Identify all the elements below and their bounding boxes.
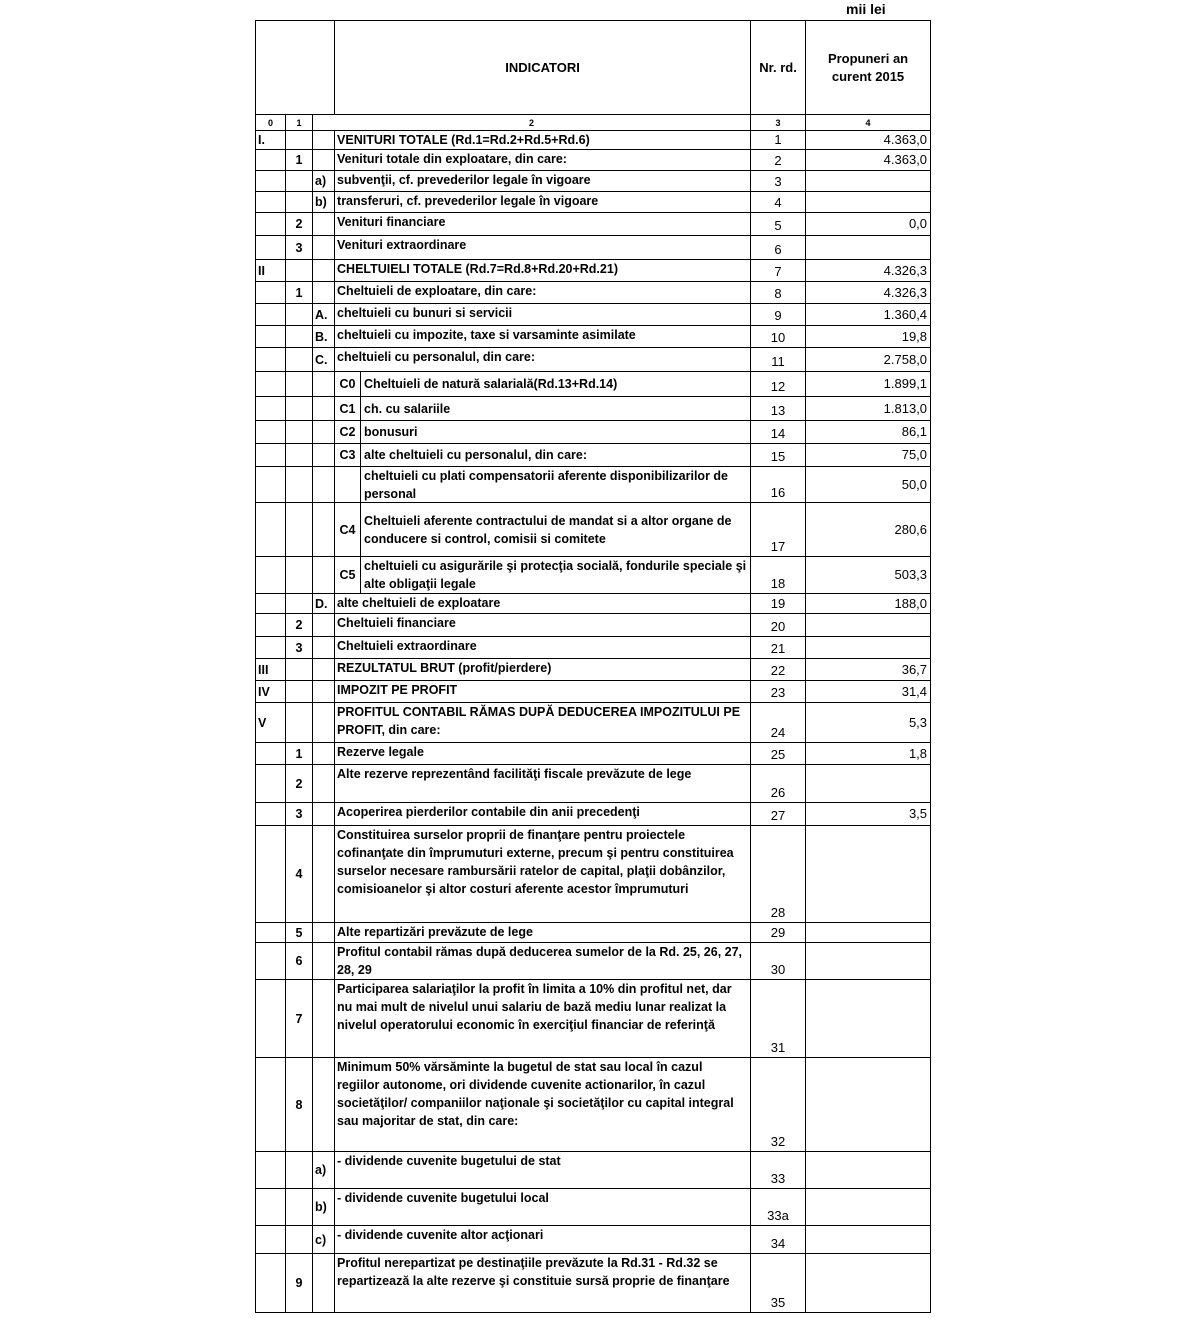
indicator-text: Rezerve legale <box>335 743 751 765</box>
row-number-cell: 17 <box>751 503 806 557</box>
value-cell: 86,1 <box>806 421 931 444</box>
value-cell: 188,0 <box>806 594 931 614</box>
sublevel-code: C5 <box>335 557 361 593</box>
letter-cell <box>313 614 335 637</box>
header-propuneri: Propuneri an curent 2015 <box>806 21 931 115</box>
indicator-text: Participarea salariaţilor la profit în limita a 10% din profitul net, dar nu mai mult de nivelul unui salariu de bază mediu lunar realizat la nivelul operatorului economic în exerciţiul financiar de referinţă <box>335 980 751 1058</box>
roman-numeral-cell <box>256 826 286 923</box>
indicator-cell <box>335 372 751 397</box>
row-number-cell: 13 <box>751 397 806 421</box>
letter-cell <box>313 444 335 467</box>
roman-numeral-cell <box>256 980 286 1058</box>
indicator-text: IMPOZIT PE PROFIT <box>335 681 751 703</box>
roman-numeral-cell <box>256 397 286 421</box>
indicator-text: - dividende cuvenite altor acţionari <box>335 1226 751 1254</box>
table-row <box>256 213 931 236</box>
row-number-cell: 32 <box>751 1058 806 1152</box>
value-cell: 4.326,3 <box>806 260 931 282</box>
item-number-cell: 3 <box>286 637 313 659</box>
roman-numeral-cell: IV <box>256 681 286 703</box>
row-number-cell: 27 <box>751 803 806 826</box>
indicator-text: Cheltuieli de natură salarială(Rd.13+Rd.14) <box>364 377 618 391</box>
item-number-cell: 7 <box>286 980 313 1058</box>
item-number-cell <box>286 260 313 282</box>
row-number-cell: 35 <box>751 1254 806 1313</box>
letter-cell <box>313 260 335 282</box>
roman-numeral-cell <box>256 282 286 304</box>
indicator-cell <box>335 467 751 503</box>
item-number-cell <box>286 681 313 703</box>
letter-cell <box>313 765 335 803</box>
item-number-cell: 6 <box>286 943 313 980</box>
item-number-cell: 3 <box>286 236 313 260</box>
row-number-cell: 7 <box>751 260 806 282</box>
item-number-cell: 4 <box>286 826 313 923</box>
row-number-cell: 21 <box>751 637 806 659</box>
table-row <box>256 765 931 803</box>
item-number-cell <box>286 444 313 467</box>
indicator-text: Alte repartizări prevăzute de lege <box>335 923 751 943</box>
table-row <box>256 637 931 659</box>
row-number-cell: 22 <box>751 659 806 681</box>
item-number-cell: 5 <box>286 923 313 943</box>
row-number-cell: 31 <box>751 980 806 1058</box>
indicator-text: alte cheltuieli cu personalul, din care: <box>364 448 588 462</box>
sublevel-code: C0 <box>335 372 361 396</box>
table-row <box>256 503 931 557</box>
value-cell <box>806 826 931 923</box>
row-number-cell: 26 <box>751 765 806 803</box>
row-number-cell: 4 <box>751 192 806 213</box>
table-row <box>256 467 931 503</box>
item-number-cell: 1 <box>286 743 313 765</box>
letter-cell <box>313 943 335 980</box>
item-number-cell <box>286 659 313 681</box>
roman-numeral-cell <box>256 1189 286 1226</box>
header-nr-rd: Nr. rd. <box>751 21 806 115</box>
roman-numeral-cell <box>256 171 286 192</box>
letter-cell <box>313 980 335 1058</box>
value-cell: 36,7 <box>806 659 931 681</box>
row-number-cell: 9 <box>751 304 806 326</box>
table-row <box>256 557 931 594</box>
roman-numeral-cell: II <box>256 260 286 282</box>
sublevel-code: C4 <box>335 503 361 556</box>
letter-cell: A. <box>313 304 335 326</box>
row-number-cell: 33 <box>751 1152 806 1189</box>
value-cell: 4.363,0 <box>806 131 931 150</box>
roman-numeral-cell <box>256 637 286 659</box>
value-cell <box>806 192 931 213</box>
letter-cell <box>313 659 335 681</box>
table-row <box>256 421 931 444</box>
indicator-text: Profitul contabil rămas după deducerea sumelor de la Rd. 25, 26, 27, 28, 29 <box>335 943 751 980</box>
indicator-text: Minimum 50% vărsăminte la bugetul de stat sau local în cazul regiilor autonome, ori dividende cuvenite actionarilor, în cazul societăţilor/ companiilor naţionale şi societăţilor cu capital integral sau majoritar de stat, din care: <box>335 1058 751 1152</box>
row-number-cell: 10 <box>751 326 806 348</box>
indicator-text: PROFITUL CONTABIL RĂMAS DUPĂ DEDUCEREA IMPOZITULUI PE PROFIT, din care: <box>335 703 751 743</box>
roman-numeral-cell <box>256 304 286 326</box>
table-row <box>256 326 931 348</box>
col-index-2: 2 <box>313 115 751 131</box>
indicator-text: - dividende cuvenite bugetului local <box>335 1189 751 1226</box>
letter-cell <box>313 503 335 557</box>
row-number-cell: 3 <box>751 171 806 192</box>
row-number-cell: 11 <box>751 348 806 372</box>
table-row <box>256 260 931 282</box>
item-number-cell <box>286 131 313 150</box>
letter-cell <box>313 397 335 421</box>
row-number-cell: 19 <box>751 594 806 614</box>
letter-cell: a) <box>313 1152 335 1189</box>
indicator-text: Cheltuieli extraordinare <box>335 637 751 659</box>
indicator-cell <box>335 444 751 467</box>
table-row <box>256 681 931 703</box>
sublevel-code: C3 <box>335 444 361 466</box>
letter-cell <box>313 803 335 826</box>
item-number-cell <box>286 467 313 503</box>
roman-numeral-cell <box>256 1254 286 1313</box>
letter-cell <box>313 557 335 594</box>
indicator-text: ch. cu salariile <box>364 401 451 416</box>
roman-numeral-cell <box>256 943 286 980</box>
value-cell: 1.360,4 <box>806 304 931 326</box>
roman-numeral-cell <box>256 743 286 765</box>
table-row <box>256 743 931 765</box>
header-indicatori: INDICATORI <box>335 21 751 115</box>
letter-cell: D. <box>313 594 335 614</box>
value-cell: 1,8 <box>806 743 931 765</box>
item-number-cell <box>286 1226 313 1254</box>
table-row <box>256 236 931 260</box>
roman-numeral-cell <box>256 803 286 826</box>
row-number-cell: 8 <box>751 282 806 304</box>
indicator-text: bonusuri <box>364 425 418 439</box>
roman-numeral-cell <box>256 1152 286 1189</box>
table-row <box>256 372 931 397</box>
row-number-cell: 29 <box>751 923 806 943</box>
value-cell: 2.758,0 <box>806 348 931 372</box>
item-number-cell <box>286 397 313 421</box>
table-row <box>256 1254 931 1313</box>
roman-numeral-cell <box>256 444 286 467</box>
col-index-0: 0 <box>256 115 286 131</box>
row-number-cell: 20 <box>751 614 806 637</box>
indicator-text: VENITURI TOTALE (Rd.1=Rd.2+Rd.5+Rd.6) <box>335 131 751 150</box>
table-row <box>256 923 931 943</box>
item-number-cell: 2 <box>286 765 313 803</box>
unit-label: mii lei <box>846 1 886 17</box>
header-blank-cell <box>256 21 335 115</box>
indicator-text: Alte rezerve reprezentând facilităţi fiscale prevăzute de lege <box>335 765 751 803</box>
roman-numeral-cell <box>256 614 286 637</box>
col-index-1: 1 <box>286 115 313 131</box>
item-number-cell <box>286 1152 313 1189</box>
value-cell <box>806 637 931 659</box>
letter-cell <box>313 1254 335 1313</box>
table-row <box>256 150 931 171</box>
table-row <box>256 980 931 1058</box>
row-number-cell: 5 <box>751 213 806 236</box>
table-row <box>256 171 931 192</box>
value-cell: 4.363,0 <box>806 150 931 171</box>
roman-numeral-cell <box>256 594 286 614</box>
indicator-text: cheltuieli cu personalul, din care: <box>335 348 751 372</box>
value-cell <box>806 171 931 192</box>
indicator-text: - dividende cuvenite bugetului de stat <box>335 1152 751 1189</box>
item-number-cell <box>286 594 313 614</box>
item-number-cell: 3 <box>286 803 313 826</box>
value-cell <box>806 236 931 260</box>
value-cell <box>806 980 931 1058</box>
table-row <box>256 803 931 826</box>
indicator-text: alte cheltuieli de exploatare <box>335 594 751 614</box>
budget-table <box>255 20 931 1313</box>
indicator-text: Venituri extraordinare <box>335 236 751 260</box>
table-row <box>256 304 931 326</box>
row-number-cell: 30 <box>751 943 806 980</box>
item-number-cell <box>286 557 313 594</box>
roman-numeral-cell: V <box>256 703 286 743</box>
row-number-cell: 24 <box>751 703 806 743</box>
indicator-text: Cheltuieli aferente contractului de mandat si a altor organe de conducere si control, comisii si comitete <box>364 513 732 546</box>
table-row <box>256 444 931 467</box>
value-cell <box>806 943 931 980</box>
row-number-cell: 15 <box>751 444 806 467</box>
roman-numeral-cell <box>256 326 286 348</box>
value-cell: 3,5 <box>806 803 931 826</box>
letter-cell <box>313 150 335 171</box>
row-number-cell: 1 <box>751 131 806 150</box>
value-cell <box>806 1152 931 1189</box>
indicator-text: Constituirea surselor proprii de finanţare pentru proiectele cofinanţate din împrumuturi externe, precum şi pentru constituirea surselor necesare rambursării ratelor de capital, plaţii dobânzilor, comisioanelor şi altor costuri aferente acestor împrumuturi <box>335 826 751 923</box>
roman-numeral-cell <box>256 150 286 171</box>
value-cell <box>806 1058 931 1152</box>
value-cell: 75,0 <box>806 444 931 467</box>
value-cell: 280,6 <box>806 503 931 557</box>
value-cell: 1.813,0 <box>806 397 931 421</box>
indicator-cell <box>335 397 751 421</box>
letter-cell <box>313 236 335 260</box>
item-number-cell <box>286 192 313 213</box>
value-cell <box>806 614 931 637</box>
roman-numeral-cell <box>256 503 286 557</box>
item-number-cell <box>286 703 313 743</box>
indicator-text: Acoperirea pierderilor contabile din anii precedenţi <box>335 803 751 826</box>
row-number-cell: 18 <box>751 557 806 594</box>
table-row <box>256 1226 931 1254</box>
row-number-cell: 14 <box>751 421 806 444</box>
value-cell <box>806 1226 931 1254</box>
letter-cell <box>313 282 335 304</box>
item-number-cell: 9 <box>286 1254 313 1313</box>
table-row <box>256 659 931 681</box>
item-number-cell <box>286 503 313 557</box>
value-cell <box>806 923 931 943</box>
roman-numeral-cell <box>256 1058 286 1152</box>
sublevel-code: C2 <box>335 421 361 443</box>
indicator-text: CHELTUIELI TOTALE (Rd.7=Rd.8+Rd.20+Rd.21) <box>335 260 751 282</box>
value-cell <box>806 1189 931 1226</box>
item-number-cell <box>286 372 313 397</box>
table-row <box>256 397 931 421</box>
table-row <box>256 1058 931 1152</box>
value-cell: 0,0 <box>806 213 931 236</box>
row-number-cell: 23 <box>751 681 806 703</box>
roman-numeral-cell <box>256 467 286 503</box>
roman-numeral-cell: III <box>256 659 286 681</box>
letter-cell: B. <box>313 326 335 348</box>
letter-cell <box>313 703 335 743</box>
item-number-cell: 1 <box>286 282 313 304</box>
indicator-cell <box>335 421 751 444</box>
table-row <box>256 1189 931 1226</box>
value-cell: 4.326,3 <box>806 282 931 304</box>
roman-numeral-cell <box>256 372 286 397</box>
item-number-cell <box>286 421 313 444</box>
sublevel-code: C1 <box>335 397 361 420</box>
value-cell: 19,8 <box>806 326 931 348</box>
letter-cell <box>313 421 335 444</box>
value-cell: 503,3 <box>806 557 931 594</box>
roman-numeral-cell <box>256 192 286 213</box>
value-cell: 31,4 <box>806 681 931 703</box>
column-index-row <box>256 115 931 131</box>
col-index-3: 3 <box>751 115 806 131</box>
roman-numeral-cell <box>256 765 286 803</box>
item-number-cell <box>286 348 313 372</box>
roman-numeral-cell: I. <box>256 131 286 150</box>
table-row <box>256 614 931 637</box>
item-number-cell <box>286 304 313 326</box>
value-cell <box>806 1254 931 1313</box>
row-number-cell: 33a <box>751 1189 806 1226</box>
indicator-cell <box>335 557 751 594</box>
table-row <box>256 1152 931 1189</box>
row-number-cell: 34 <box>751 1226 806 1254</box>
indicator-text: Cheltuieli financiare <box>335 614 751 637</box>
letter-cell <box>313 213 335 236</box>
letter-cell: C. <box>313 348 335 372</box>
letter-cell <box>313 372 335 397</box>
value-cell <box>806 765 931 803</box>
col-index-4: 4 <box>806 115 931 131</box>
item-number-cell <box>286 171 313 192</box>
indicator-cell <box>335 503 751 557</box>
table-row <box>256 348 931 372</box>
table-row <box>256 826 931 923</box>
roman-numeral-cell <box>256 923 286 943</box>
indicator-text: cheltuieli cu plati compensatorii aferente disponibilizarilor de personal <box>364 469 728 501</box>
letter-cell <box>313 1058 335 1152</box>
table-row <box>256 943 931 980</box>
letter-cell <box>313 131 335 150</box>
row-number-cell: 2 <box>751 150 806 171</box>
row-number-cell: 28 <box>751 826 806 923</box>
roman-numeral-cell <box>256 421 286 444</box>
item-number-cell: 1 <box>286 150 313 171</box>
row-number-cell: 25 <box>751 743 806 765</box>
indicator-text: subvenţii, cf. prevederilor legale în vigoare <box>335 171 751 192</box>
value-cell: 5,3 <box>806 703 931 743</box>
letter-cell: b) <box>313 192 335 213</box>
indicator-text: cheltuieli cu impozite, taxe si varsaminte asimilate <box>335 326 751 348</box>
letter-cell: b) <box>313 1189 335 1226</box>
table-row <box>256 594 931 614</box>
row-number-cell: 16 <box>751 467 806 503</box>
letter-cell <box>313 826 335 923</box>
indicator-text: cheltuieli cu bunuri si servicii <box>335 304 751 326</box>
letter-cell <box>313 743 335 765</box>
indicator-text: cheltuieli cu asigurările şi protecţia socială, fondurile speciale şi alte obligaţii legale <box>364 559 747 591</box>
letter-cell: c) <box>313 1226 335 1254</box>
indicator-text: Cheltuieli de exploatare, din care: <box>335 282 751 304</box>
indicator-text: transferuri, cf. prevederilor legale în vigoare <box>335 192 751 213</box>
roman-numeral-cell <box>256 236 286 260</box>
letter-cell <box>313 467 335 503</box>
roman-numeral-cell <box>256 557 286 594</box>
indicator-text: Profitul nerepartizat pe destinaţiile prevăzute la Rd.31 - Rd.32 se repartizează la alte rezerve şi constituie sursă proprie de finanţare <box>335 1254 751 1313</box>
indicator-text: REZULTATUL BRUT (profit/pierdere) <box>335 659 751 681</box>
item-number-cell: 2 <box>286 614 313 637</box>
table-row <box>256 192 931 213</box>
table-row <box>256 131 931 150</box>
row-number-cell: 12 <box>751 372 806 397</box>
item-number-cell: 8 <box>286 1058 313 1152</box>
value-cell: 1.899,1 <box>806 372 931 397</box>
letter-cell: a) <box>313 171 335 192</box>
item-number-cell <box>286 1189 313 1226</box>
letter-cell <box>313 637 335 659</box>
item-number-cell <box>286 326 313 348</box>
table-row <box>256 703 931 743</box>
value-cell: 50,0 <box>806 467 931 503</box>
letter-cell <box>313 681 335 703</box>
roman-numeral-cell <box>256 1226 286 1254</box>
item-number-cell: 2 <box>286 213 313 236</box>
roman-numeral-cell <box>256 348 286 372</box>
row-number-cell: 6 <box>751 236 806 260</box>
roman-numeral-cell <box>256 213 286 236</box>
indicator-text: Venituri totale din exploatare, din care: <box>335 150 751 171</box>
letter-cell <box>313 923 335 943</box>
indicator-text: Venituri financiare <box>335 213 751 236</box>
table-row <box>256 282 931 304</box>
header-row <box>256 21 931 115</box>
sublevel-code <box>335 467 361 502</box>
